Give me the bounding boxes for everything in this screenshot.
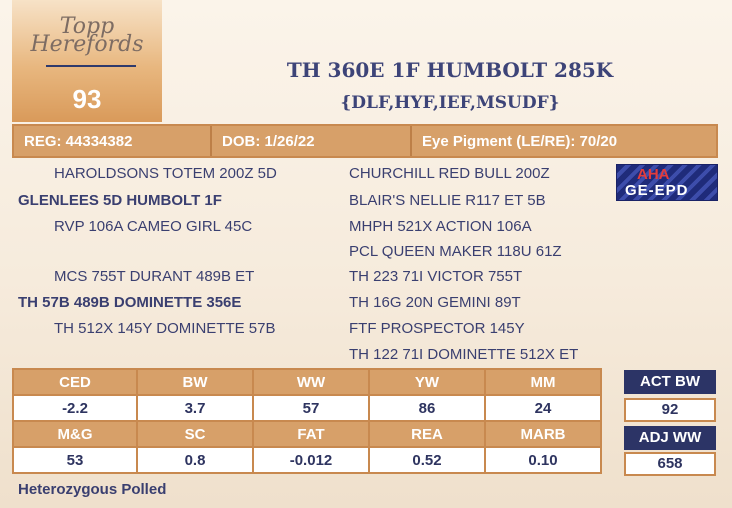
epd-header: SC [137, 421, 253, 447]
epd-header: M&G [13, 421, 137, 447]
eye-pigment: Eye Pigment (LE/RE): 70/20 [422, 132, 618, 150]
animal-name: TH 360E 1F HUMBOLT 285K [286, 58, 614, 82]
great-grandparent-1: CHURCHILL RED BULL 200Z [349, 165, 550, 182]
epd-header-row-1 [13, 369, 601, 395]
registration-bar [12, 124, 718, 158]
epd-header: WW [253, 369, 369, 395]
registration-number: REG: 44334382 [14, 126, 212, 156]
epd-value: 24 [485, 395, 601, 421]
dam: TH 57B 489B DOMINETTE 356E [18, 294, 242, 311]
epd-value: 86 [369, 395, 485, 421]
great-grandparent-2: BLAIR'S NELLIE R117 ET 5B [349, 192, 546, 209]
epd-header: MM [485, 369, 601, 395]
date-of-birth: DOB: 1/26/22 [212, 126, 412, 156]
epd-header: CED [13, 369, 137, 395]
epd-value: 0.10 [485, 447, 601, 473]
epd-value: -0.012 [253, 447, 369, 473]
epd-value: 3.7 [137, 395, 253, 421]
dam-sire: MCS 755T DURANT 489B ET [54, 268, 255, 285]
aha-ge-epd-logo [616, 164, 718, 201]
epd-header: BW [137, 369, 253, 395]
epd-value: 0.8 [137, 447, 253, 473]
act-bw-label: ACT BW [624, 370, 716, 394]
epd-value: 0.52 [369, 447, 485, 473]
epd-value-row-1 [13, 395, 601, 421]
great-grandparent-5: TH 223 71I VICTOR 755T [349, 268, 523, 285]
act-bw-value: 92 [624, 398, 716, 422]
epd-header: REA [369, 421, 485, 447]
great-grandparent-7: FTF PROSPECTOR 145Y [349, 320, 525, 337]
great-grandparent-4: PCL QUEEN MAKER 118U 61Z [349, 243, 562, 260]
great-grandparent-3: MHPH 521X ACTION 106A [349, 218, 532, 235]
sire-dam: RVP 106A CAMEO GIRL 45C [54, 218, 253, 235]
badge-line-1: AHA [637, 166, 670, 183]
great-grandparent-6: TH 16G 20N GEMINI 89T [349, 294, 521, 311]
epd-header: MARB [485, 421, 601, 447]
polled-status: Heterozygous Polled [18, 481, 167, 498]
adj-ww-label: ADJ WW [624, 426, 716, 450]
logo-panel [12, 0, 162, 122]
sire: GLENLEES 5D HUMBOLT 1F [18, 192, 222, 209]
badge-line-2: GE-EPD [625, 182, 689, 199]
epd-value-row-2 [13, 447, 601, 473]
great-grandparent-8: TH 122 71I DOMINETTE 512X ET [349, 346, 579, 363]
farm-logo [26, 14, 148, 57]
epd-table [12, 368, 602, 474]
dam-dam: TH 512X 145Y DOMINETTE 57B [54, 320, 276, 337]
lot-number: 93 [72, 84, 102, 114]
logo-line-2: Herefords [30, 32, 144, 57]
genetic-status: {DLF,HYF,IEF,MSUDF} [340, 93, 560, 113]
epd-header: FAT [253, 421, 369, 447]
epd-header: YW [369, 369, 485, 395]
logo-line-1: Topp [59, 14, 115, 39]
adj-ww-value: 658 [624, 452, 716, 476]
epd-value: 53 [13, 447, 137, 473]
epd-value: -2.2 [13, 395, 137, 421]
sire-sire: HAROLDSONS TOTEM 200Z 5D [54, 165, 277, 182]
epd-value: 57 [253, 395, 369, 421]
epd-header-row-2 [13, 421, 601, 447]
logo-underline [46, 65, 136, 67]
